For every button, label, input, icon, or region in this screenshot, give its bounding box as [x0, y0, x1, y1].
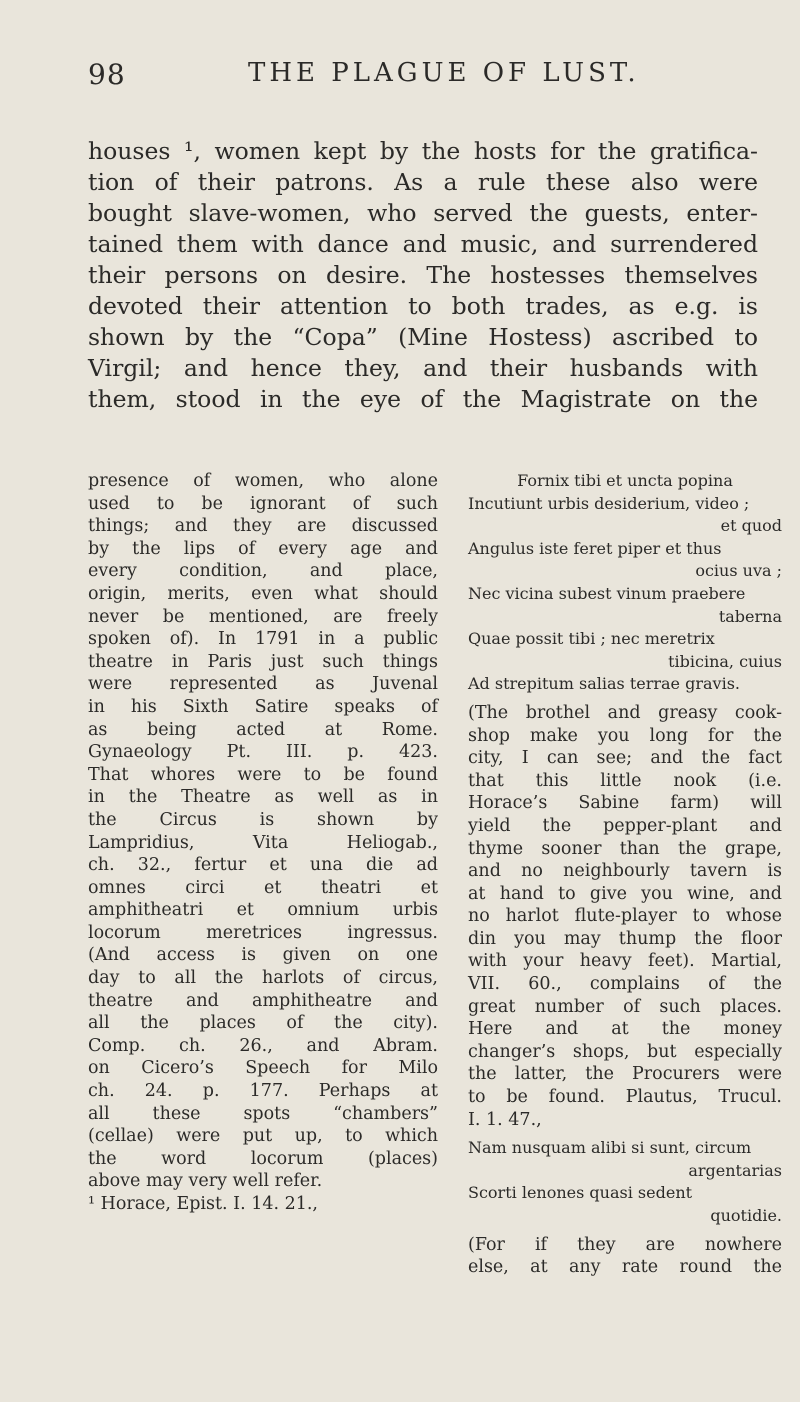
text-line: presence of women, who alone [88, 471, 438, 491]
text-line: Comp. ch. 26., and Abram. [88, 1035, 438, 1056]
text-line: amphitheatri et omnium urbis [88, 900, 438, 921]
text-line: ch. 32., fertur et una die ad [88, 855, 438, 876]
text-line: shop make you long for the [468, 725, 782, 746]
right-column [468, 470, 782, 1279]
text-line: (cellae) were put up, to which [88, 1126, 438, 1147]
text-line: that this little nook (i.e. [468, 770, 782, 791]
text-line: changer’s shops, but especially [468, 1041, 782, 1062]
text-line: else, at any rate round the [468, 1257, 782, 1278]
text-line: Horace’s Sabine farm) will [468, 793, 782, 814]
text-line: Lampridius, Vita Heliogab., [88, 832, 438, 853]
text-line: in the Theatre as well as in [88, 787, 438, 808]
text-line: theatre and amphitheatre and [88, 990, 438, 1011]
page-header [88, 58, 756, 98]
text-line: day to all the harlots of circus, [88, 968, 438, 989]
text-line: city, I can see; and the fact [468, 748, 782, 769]
text-line: (The brothel and greasy cook- [468, 702, 782, 723]
left-column [88, 470, 438, 1216]
verse-line: argentarias [688, 1160, 782, 1180]
verse-line: Fornix tibi et uncta popina [517, 471, 733, 490]
text-line: to be found. Plautus, Trucul. [468, 1087, 782, 1108]
text-line: and no neighbourly tavern is [468, 861, 782, 882]
verse-line: tibicina, cuius [668, 651, 782, 671]
text-line: VII. 60., complains of the [468, 974, 782, 995]
text-line: with your heavy feet). Martial, [468, 951, 782, 972]
text-line: their persons on desire. The hostesses themselves [88, 261, 758, 289]
text-line: all the places of the city). [88, 1013, 438, 1034]
text-line: used to be ignorant of such [88, 493, 438, 514]
text-line: shown by the “Copa” (Mine Hostess) ascribed to [88, 323, 758, 351]
text-line: things; and they are discussed [88, 516, 438, 537]
text-line: Virgil; and hence they, and their husbands with [88, 354, 758, 382]
text-line: That whores were to be found [88, 764, 438, 785]
text-line: by the lips of every age and [88, 538, 438, 559]
text-line: never be mentioned, are freely [88, 606, 438, 627]
translation-paragraph [468, 702, 782, 1131]
text-line: tained them with dance and music, and surrendered [88, 230, 758, 258]
translation-paragraph [468, 1234, 782, 1279]
text-line: houses ¹, women kept by the hosts for the gratifica- [88, 137, 758, 165]
text-line: tion of their patrons. As a rule these also were [88, 168, 758, 196]
text-line: as being acted at Rome. [88, 719, 438, 740]
text-line: I. 1. 47., [468, 1109, 542, 1130]
page-number: 98 [88, 58, 126, 91]
text-line: (For if they are nowhere [468, 1234, 782, 1255]
text-line: the latter, the Procurers were [468, 1064, 782, 1085]
text-line: no harlot flute-player to whose [468, 906, 782, 927]
text-line: Gynaeology Pt. III. p. 423. [88, 742, 438, 763]
text-line: bought slave-women, who served the guests, enter- [88, 199, 758, 227]
text-line: theatre in Paris just such things [88, 651, 438, 672]
text-line: in his Sixth Satire speaks of [88, 696, 438, 717]
verse-line: Ad strepitum salias terrae gravis. [468, 674, 740, 694]
verse-line: Nec vicina subest vinum praebere [468, 583, 746, 603]
latin-verse [468, 1137, 782, 1227]
text-line: devoted their attention to both trades, as e.g. is [88, 292, 758, 320]
verse-line: Nam nusquam alibi si sunt, circum [468, 1138, 752, 1158]
verse-line: taberna [718, 606, 782, 626]
text-line: ch. 24. p. 177. Perhaps at [88, 1081, 438, 1102]
verse-line: Scorti lenones quasi sedent [468, 1183, 693, 1203]
latin-verse [468, 470, 782, 696]
verse-line: Angulus iste feret piper et thus [468, 538, 722, 558]
verse-line: ocius uva ; [695, 561, 782, 581]
text-line: din you may thump the floor [468, 928, 782, 949]
text-line: origin, merits, even what should [88, 583, 438, 604]
text-line: the Circus is shown by [88, 809, 438, 830]
text-line: were represented as Juvenal [88, 674, 438, 695]
text-line: (And access is given on one [88, 945, 438, 966]
text-line: thyme sooner than the grape, [468, 838, 782, 859]
text-line: on Cicero’s Speech for Milo [88, 1058, 438, 1079]
text-line: them, stood in the eye of the Magistrate on the [88, 385, 758, 413]
verse-line: quotidie. [710, 1206, 782, 1225]
text-line: at hand to give you wine, and [468, 883, 782, 904]
text-line: the word locorum (places) [88, 1148, 438, 1169]
text-line: spoken of). In 1791 in a public [88, 629, 438, 650]
text-line: great number of such places. [468, 996, 782, 1017]
text-line: omnes circi et theatri et [88, 877, 438, 898]
verse-line: Incutiunt urbis desiderium, video ; [468, 493, 750, 513]
text-line: locorum meretrices ingressus. [88, 922, 438, 943]
text-line: above may very well refer. [88, 1171, 323, 1192]
text-line: yield the pepper-plant and [468, 815, 782, 836]
footnote: ¹ Horace, Epist. I. 14. 21., [88, 1194, 318, 1214]
text-line: all these spots “chambers” [88, 1103, 438, 1124]
main-text [88, 136, 758, 415]
text-line: every condition, and place, [88, 561, 438, 582]
verse-line: Quae possit tibi ; nec meretrix [468, 629, 715, 649]
text-line: Here and at the money [468, 1019, 782, 1040]
running-title: THE PLAGUE OF LUST. [248, 58, 640, 88]
verse-line: et quod [720, 516, 782, 536]
